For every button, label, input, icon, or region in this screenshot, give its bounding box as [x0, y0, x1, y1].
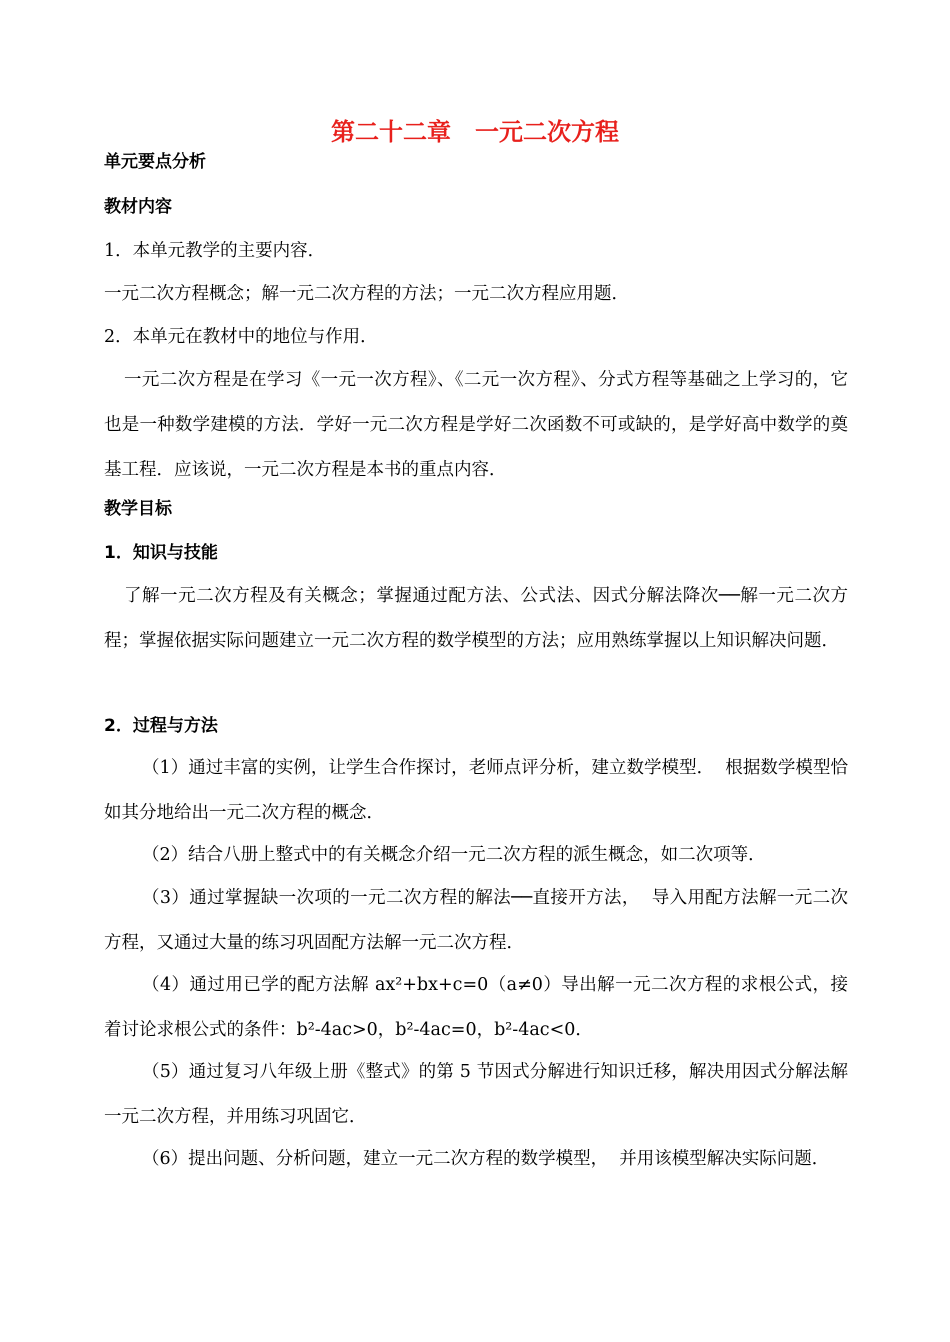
item-2: 2．本单元在教材中的地位与作用．	[104, 327, 378, 347]
goal-1-heading: 1．知识与技能	[104, 543, 218, 563]
unit-analysis-heading: 单元要点分析	[104, 152, 206, 172]
goal-2-heading: 2．过程与方法	[104, 716, 218, 736]
teaching-goals-heading: 教学目标	[104, 499, 172, 519]
process-item-1: （1）通过丰富的实例，让学生合作探讨，老师点评分析，建立数学模型． 根据数学模型恰如其分地给出一元二次方程的概念．	[104, 758, 848, 823]
process-item-3: （3）通过掌握缺一次项的一元二次方程的解法──直接开方法， 导入用配方法解一元二次方程，又通过大量的练习巩固配方法解一元二次方程．	[104, 888, 848, 953]
item-1: 1．本单元教学的主要内容．	[104, 241, 326, 261]
process-item-4: （4）通过用已学的配方法解 ax²+bx+c=0（a≠0）导出解一元二次方程的求根公式，接着讨论求根公式的条件：b²-4ac>0，b²-4ac=0，b²-4ac<0．	[104, 975, 848, 1040]
goal-1-detail: 了解一元二次方程及有关概念；掌握通过配方法、公式法、因式分解法降次──解一元二次方程；掌握依据实际问题建立一元二次方程的数学模型的方法；应用熟练掌握以上知识解决问题．	[104, 586, 848, 651]
textbook-content-heading: 教材内容	[104, 197, 172, 217]
chapter-title: 第二十二章 一元二次方程	[331, 118, 619, 146]
process-item-2: （2）结合八册上整式中的有关概念介绍一元二次方程的派生概念，如二次项等．	[142, 845, 766, 865]
process-item-5: （5）通过复习八年级上册《整式》的第 5 节因式分解进行知识迁移，解决用因式分解法解一元二次方程，并用练习巩固它．	[104, 1062, 848, 1127]
process-item-6: （6）提出问题、分析问题，建立一元二次方程的数学模型， 并用该模型解决实际问题．	[142, 1149, 830, 1169]
item-1-detail: 一元二次方程概念；解一元二次方程的方法；一元二次方程应用题．	[104, 284, 629, 304]
item-2-detail: 一元二次方程是在学习《一元一次方程》、《二元一次方程》、分式方程等基础之上学习的，它也是一种数学建模的方法．学好一元二次方程是学好二次函数不可或缺的，是学好高中数学的奠基工程．应该说，一元二次方程是本书的重点内容．	[104, 370, 848, 480]
